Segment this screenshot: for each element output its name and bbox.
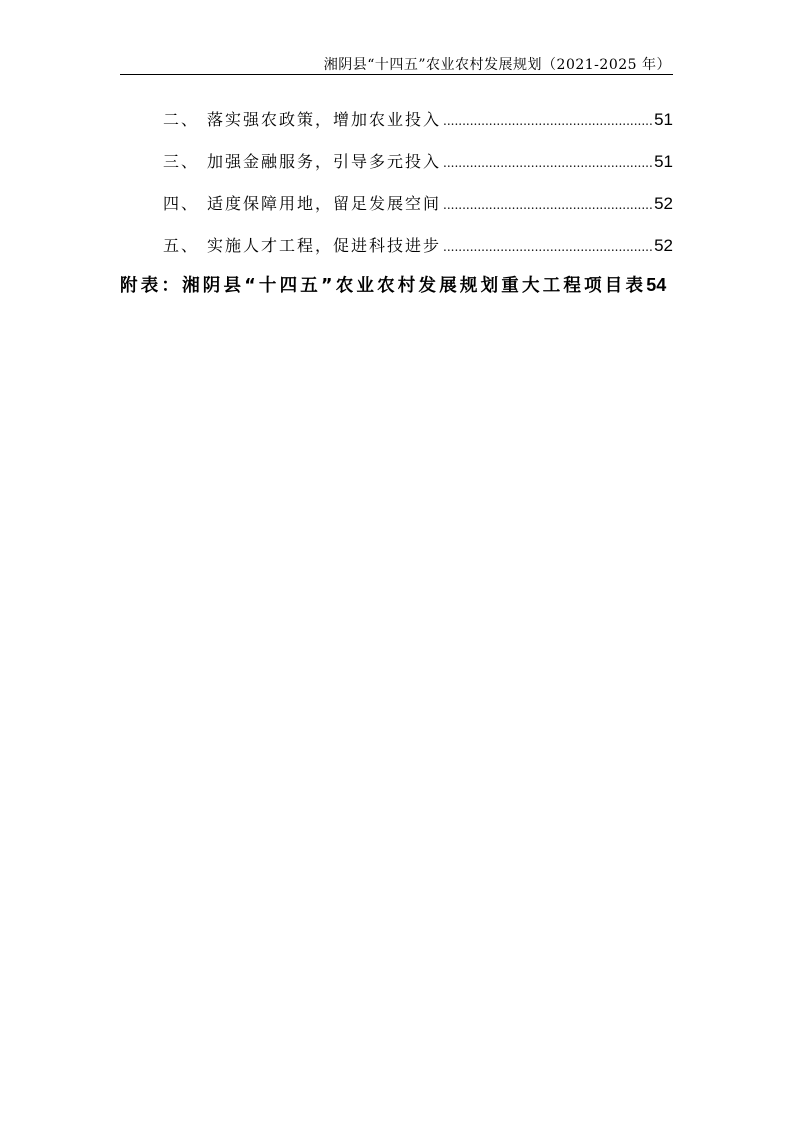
toc-entry[interactable] bbox=[163, 149, 673, 175]
toc-entry-page: 52 bbox=[654, 194, 673, 213]
toc-entry[interactable] bbox=[163, 107, 673, 133]
toc-entry[interactable] bbox=[163, 233, 673, 259]
running-header-title: 湘阴县“十四五”农业农村发展规划（2021-2025 年） bbox=[323, 57, 671, 73]
toc-dot-leader bbox=[443, 156, 652, 170]
running-header bbox=[120, 52, 673, 75]
toc-appendix-title: 附表：湘阴县“十四五”农业农村发展规划重大工程项目表 bbox=[120, 276, 647, 296]
toc-entry-page: 51 bbox=[654, 152, 673, 171]
toc-entry-page: 52 bbox=[654, 236, 673, 255]
toc-appendix-page: 54 bbox=[646, 275, 667, 295]
toc-dot-leader bbox=[443, 114, 652, 128]
toc-entry[interactable] bbox=[163, 191, 673, 217]
toc-entry-number: 二、 bbox=[163, 110, 200, 129]
toc-appendix-entry[interactable] bbox=[120, 272, 680, 297]
toc-entry-number: 五、 bbox=[163, 236, 200, 255]
toc-entry-number: 四、 bbox=[163, 194, 200, 213]
toc-entry-title: 适度保障用地，留足发展空间 bbox=[207, 194, 442, 213]
toc-entry-title: 加强金融服务，引导多元投入 bbox=[207, 152, 442, 171]
toc-dot-leader bbox=[443, 198, 652, 212]
toc-entry-title: 落实强农政策，增加农业投入 bbox=[207, 110, 442, 129]
toc-entry-page: 51 bbox=[654, 110, 673, 129]
toc-entry-title: 实施人才工程，促进科技进步 bbox=[207, 236, 442, 255]
toc-entry-number: 三、 bbox=[163, 152, 200, 171]
toc-dot-leader bbox=[443, 240, 652, 254]
